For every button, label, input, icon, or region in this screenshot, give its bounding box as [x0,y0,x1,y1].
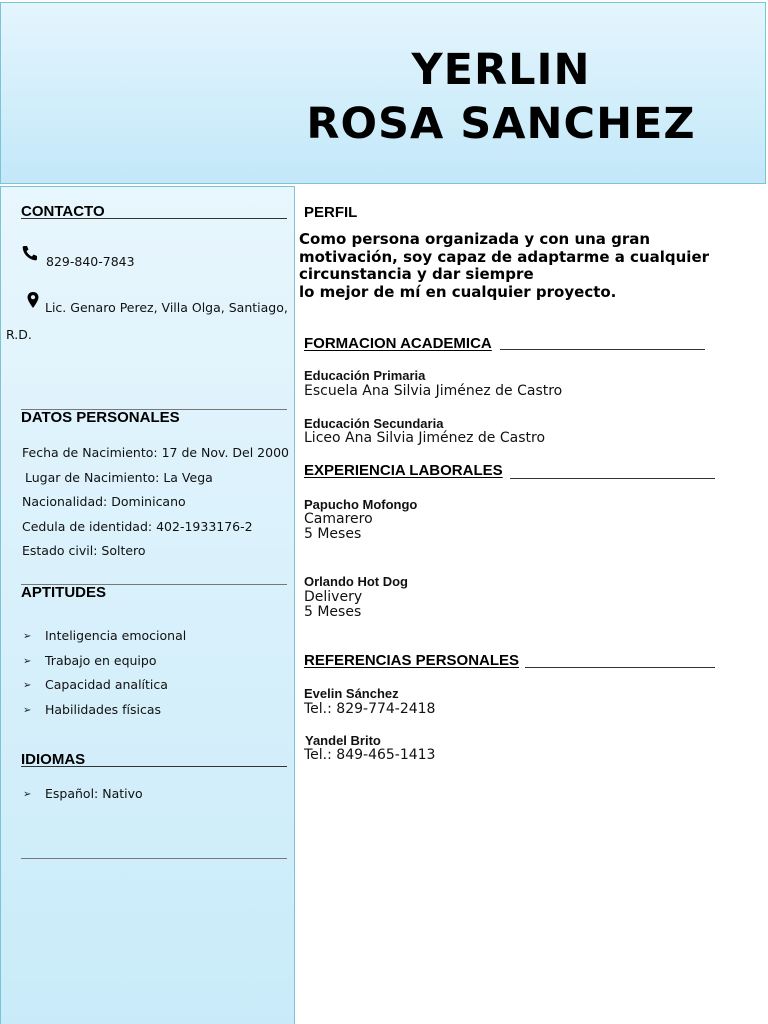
name-line-first: YERLIN [411,45,591,95]
skill-item: Inteligencia emocional [45,628,187,643]
languages-rule [21,766,287,767]
language-item: Español: Nativo [45,786,143,801]
experience-entry-role: Camarero [304,511,373,527]
reference-entry-name: Evelin Sánchez [304,686,399,701]
profile-title: PERFIL [304,204,358,221]
skills-title: APTITUDES [21,584,107,601]
bullet-arrow-icon: ➢ [23,680,32,691]
bullet-arrow-icon: ➢ [23,631,32,642]
personal-id-number: Cedula de identidad: 402-1933176-2 [22,519,253,534]
reference-entry-name: Yandel Brito [305,733,381,748]
personal-birthdate: Fecha de Nacimiento: 17 de Nov. Del 2000 [22,445,289,460]
sidebar-end-rule [21,858,287,859]
phone-icon [21,245,39,261]
header-banner [0,2,766,184]
education-title: FORMACION ACADEMICA [304,335,492,352]
experience-entry-title: Papucho Mofongo [304,497,418,512]
location-pin-icon [26,291,40,309]
contact-title: CONTACTO [21,203,105,220]
contact-rule [21,218,287,219]
reference-entry-phone: Tel.: 829-774-2418 [304,701,436,717]
languages-title: IDIOMAS [21,751,86,768]
personal-birthplace: Lugar de Nacimiento: La Vega [25,470,213,485]
skill-item: Capacidad analítica [45,677,168,692]
skill-item: Habilidades físicas [45,702,162,717]
experience-entry-role: Delivery [304,589,363,605]
education-entry-school: Escuela Ana Silvia Jiménez de Castro [304,383,563,399]
contact-phone: 829-840-7843 [46,254,135,269]
contact-address-line2: R.D. [6,327,32,342]
education-rule [500,349,705,350]
education-entry-title: Educación Primaria [304,368,426,383]
skill-item: Trabajo en equipo [45,653,157,668]
profile-text: Como persona organizada y con una gran motivación, soy capaz de adaptarme a cualquier circunstancia y dar siempre lo mejor de mí en cualquier proyecto. [299,230,710,301]
personal-marital-status: Estado civil: Soltero [22,543,146,558]
bullet-arrow-icon: ➢ [23,656,32,667]
education-entry-school: Liceo Ana Silvia Jiménez de Castro [304,430,546,446]
education-entry-title: Educación Secundaria [304,416,444,431]
experience-title: EXPERIENCIA LABORALES [304,462,503,479]
reference-entry-phone: Tel.: 849-465-1413 [304,747,436,763]
experience-entry-duration: 5 Meses [304,526,362,542]
name-line-last: ROSA SANCHEZ [306,99,696,149]
bullet-arrow-icon: ➢ [23,705,32,716]
personal-data-title: DATOS PERSONALES [21,409,180,426]
sidebar [0,186,295,1024]
contact-address-line1: Lic. Genaro Perez, Villa Olga, Santiago, [45,300,288,315]
references-rule [525,667,715,668]
experience-rule [510,478,715,479]
experience-entry-duration: 5 Meses [304,604,362,620]
bullet-arrow-icon: ➢ [23,789,32,800]
experience-entry-title: Orlando Hot Dog [304,574,408,589]
personal-nationality: Nacionalidad: Dominicano [22,494,186,509]
references-title: REFERENCIAS PERSONALES [304,652,520,669]
